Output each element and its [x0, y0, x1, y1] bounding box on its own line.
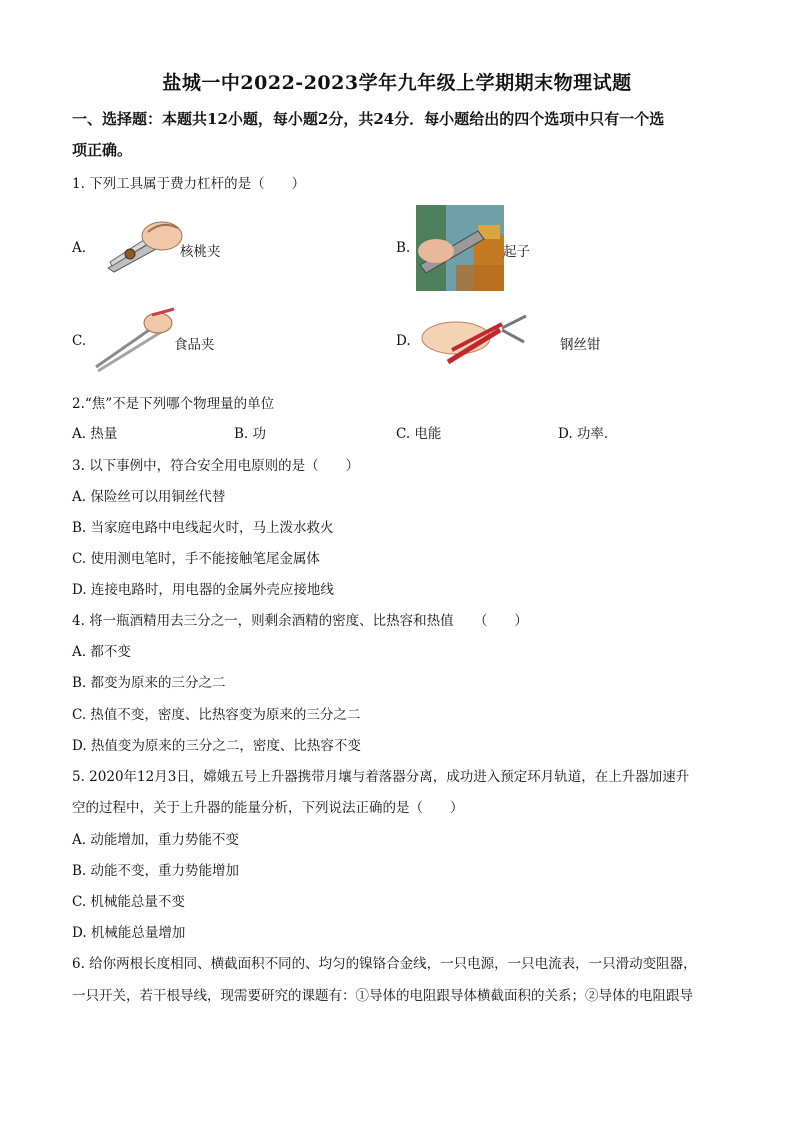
q3-option-a: A. 保险丝可以用铜丝代替	[72, 489, 226, 505]
section-heading-line2: 项正确。	[72, 141, 133, 159]
q1-option-c-name: 食品夹	[174, 337, 215, 353]
q2-option-a: A. 热量	[72, 426, 118, 442]
q1-option-d-name: 钢丝钳	[560, 337, 601, 353]
q3-option-d: D. 连接电路时，用电器的金属外壳应接地线	[72, 582, 334, 598]
q3-stem: 3. 以下事例中，符合安全用电原则的是（ ）	[72, 458, 360, 474]
q6-stem-line2: 一只开关，若干根导线，现需要研究的课题有：①导体的电阻跟导体横截面积的关系；②导体的电阻跟导	[72, 988, 693, 1004]
q1-stem: 1. 下列工具属于费力杠杆的是（ ）	[72, 176, 306, 192]
q5-option-b: B. 动能不变，重力势能增加	[72, 863, 240, 879]
nutcracker-image	[100, 216, 184, 274]
q2-option-b: B. 功	[234, 426, 267, 442]
q5-option-a: A. 动能增加，重力势能不变	[72, 832, 239, 848]
q4-option-c: C. 热值不变，密度、比热容变为原来的三分之二	[72, 707, 361, 723]
q1-option-c-label: C.	[72, 333, 87, 349]
q2-option-d: D. 功率．	[558, 426, 618, 442]
page-title: 盐城一中2022-2023学年九年级上学期期末物理试题	[162, 72, 632, 94]
q4-option-b: B. 都变为原来的三分之二	[72, 675, 226, 691]
q3-option-c: C. 使用测电笔时，手不能接触笔尾金属体	[72, 551, 320, 567]
q1-option-b-name: 起子	[503, 244, 530, 260]
wire-pliers-image	[418, 310, 532, 372]
q1-option-a-name: 核桃夹	[180, 244, 221, 260]
q4-option-d: D. 热值变为原来的三分之二，密度、比热容不变	[72, 738, 361, 754]
q2-stem: 2.“焦”不是下列哪个物理量的单位	[72, 396, 275, 412]
q5-stem-line2: 空的过程中，关于上升器的能量分析，下列说法正确的是（ ）	[72, 800, 464, 816]
q5-stem-line1: 5. 2020年12月3日，嫦娥五号上升器携带月壤与着落器分离，成功进入预定环月轨道，在上升器加速升	[72, 769, 690, 785]
q1-option-b-label: B.	[396, 240, 411, 256]
section-heading-line1: 一、选择题：本题共12小题，每小题2分，共24分．每小题给出的四个选项中只有一个选	[72, 110, 665, 128]
q6-stem-line1: 6. 给你两根长度相同、横截面积不同的、均匀的镍铬合金线，一只电源，一只电流表，一只滑动变阻器，	[72, 956, 697, 972]
q5-option-c: C. 机械能总量不变	[72, 894, 185, 910]
bottle-opener-image	[416, 205, 504, 291]
food-tongs-image	[92, 305, 178, 373]
q5-option-d: D. 机械能总量增加	[72, 925, 186, 941]
q3-option-b: B. 当家庭电路中电线起火时，马上泼水救火	[72, 520, 334, 536]
q4-option-a: A. 都不变	[72, 644, 131, 660]
q1-option-d-label: D.	[396, 333, 411, 349]
q4-stem: 4. 将一瓶酒精用去三分之一，则剩余酒精的密度、比热容和热值 （ ）	[72, 613, 528, 629]
q2-option-c: C. 电能	[396, 426, 442, 442]
q1-option-a-label: A.	[72, 240, 87, 256]
